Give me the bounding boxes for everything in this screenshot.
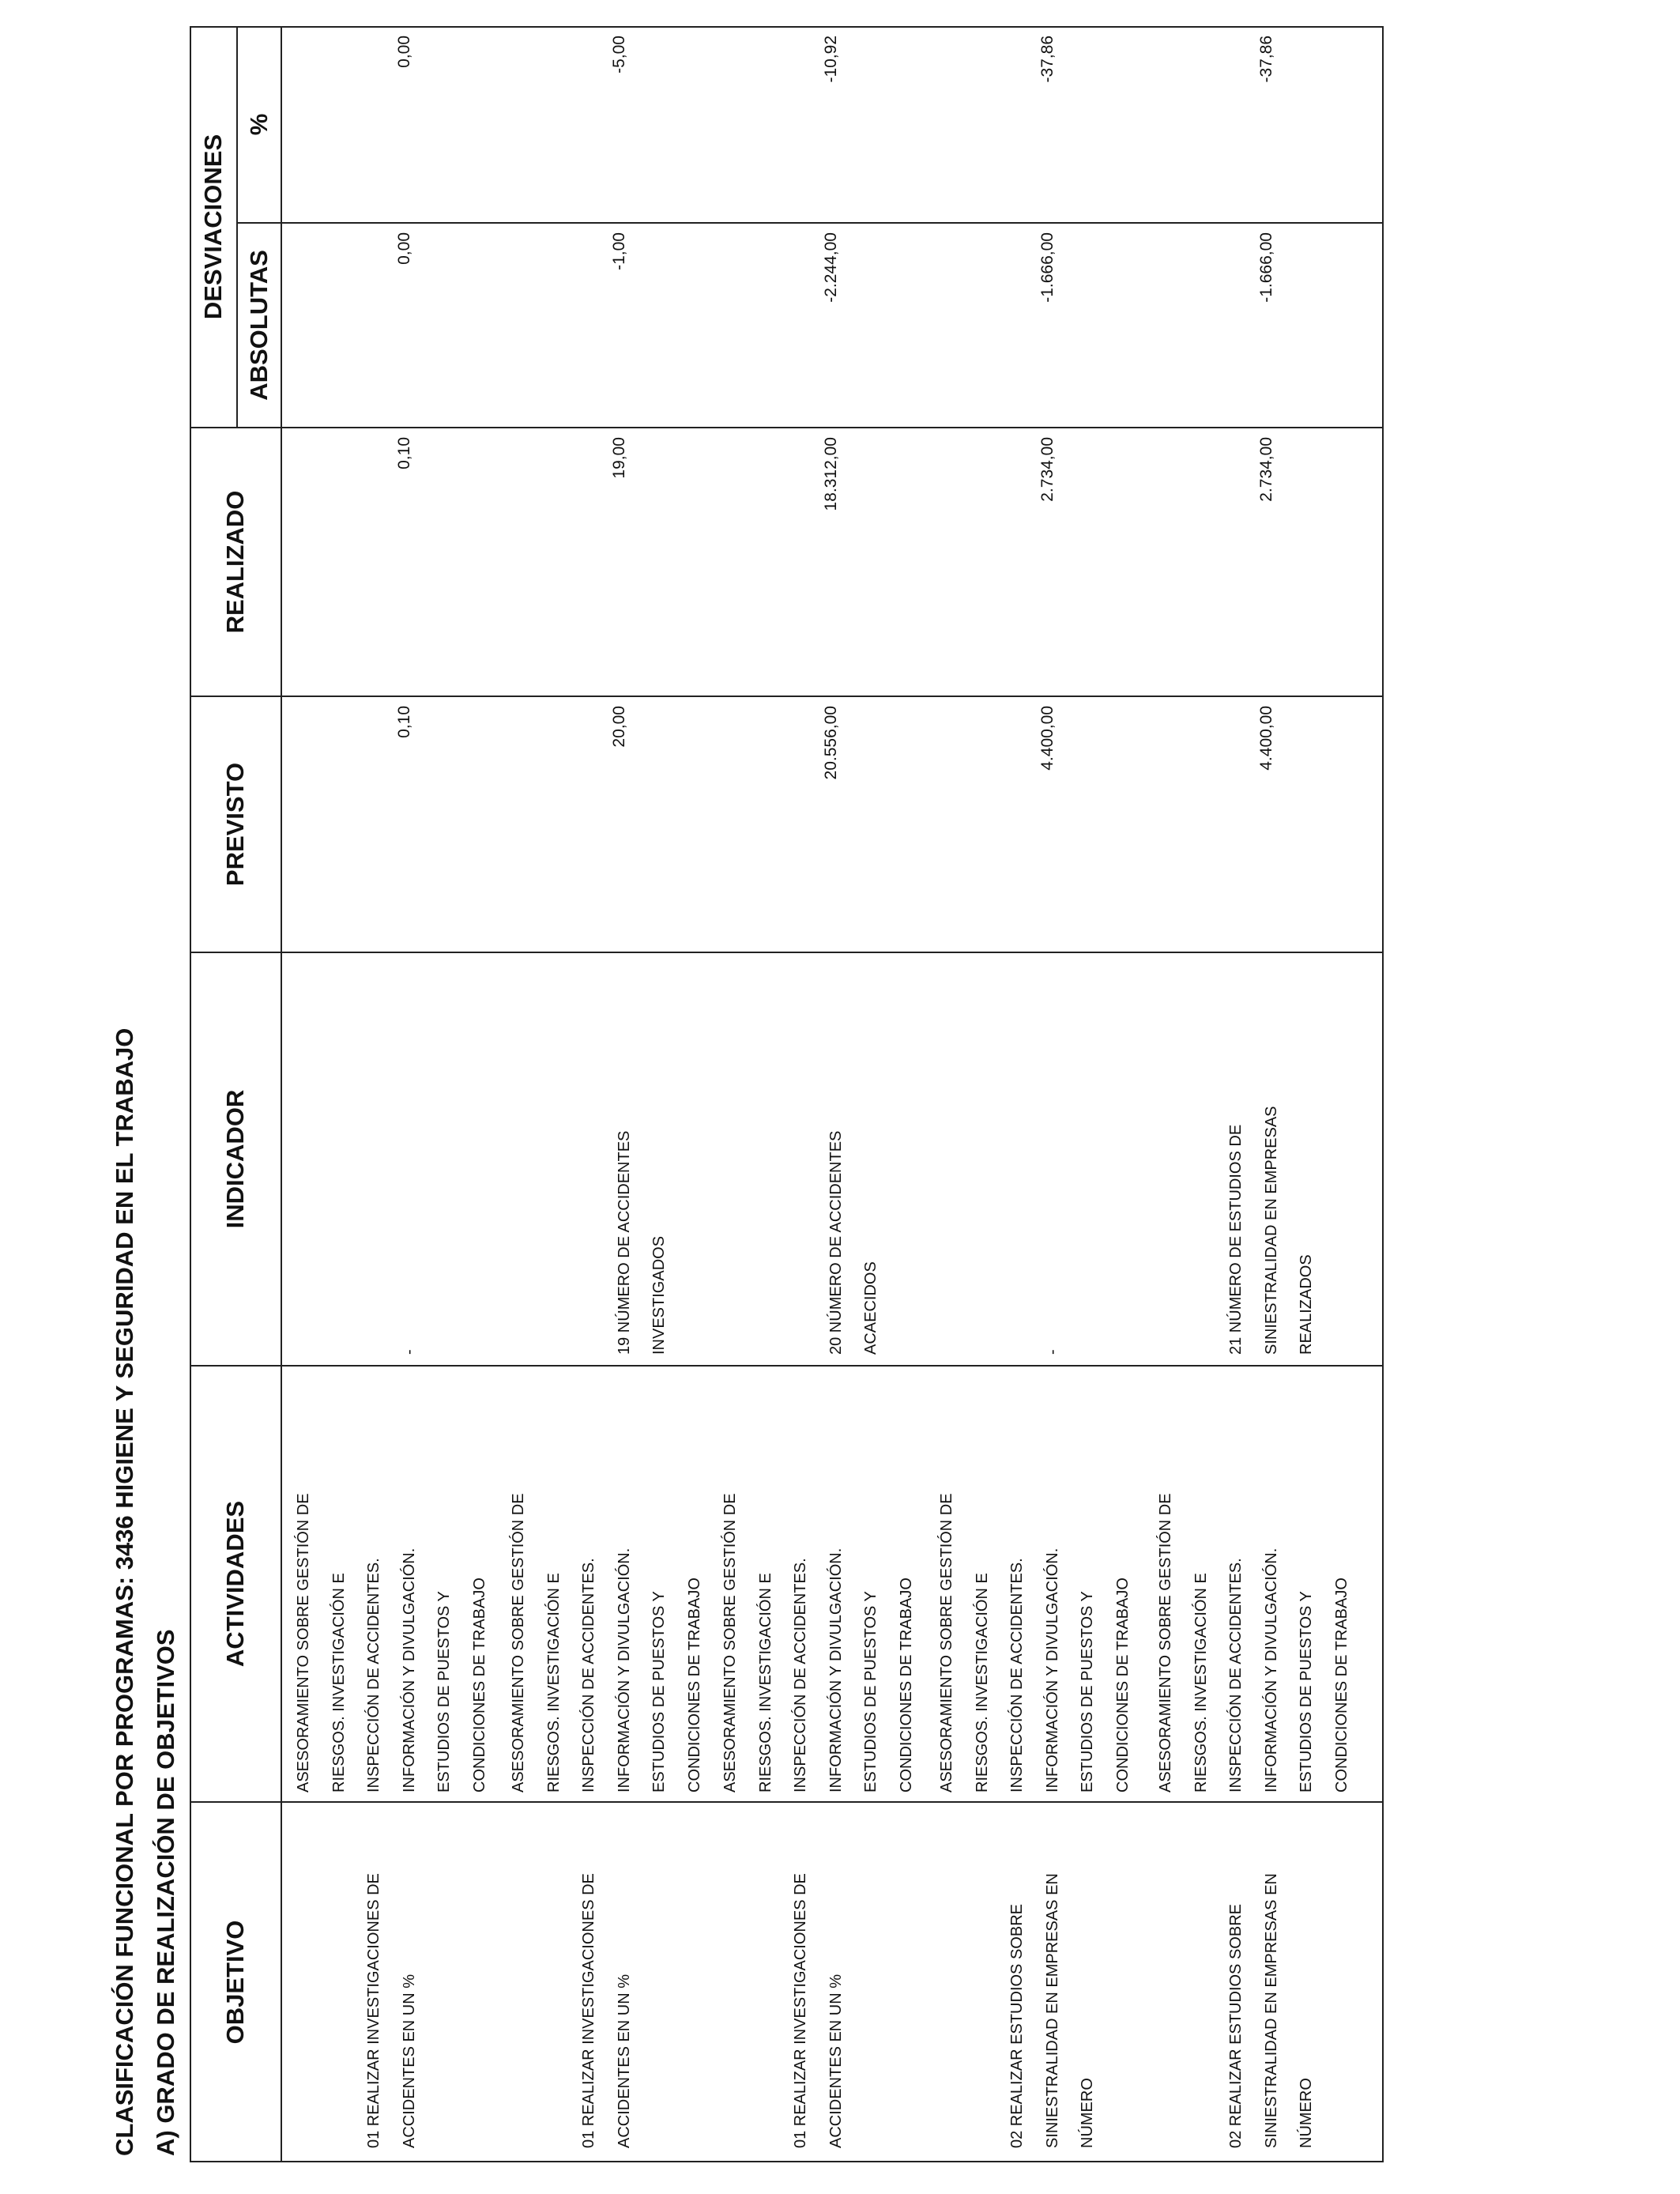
objective-line: 01 REALIZAR INVESTIGACIONES DE bbox=[792, 1873, 809, 2148]
realizado-value: 2.734,00 bbox=[1038, 437, 1057, 502]
indicator-cell bbox=[607, 959, 677, 1355]
objective-line: 02 REALIZAR ESTUDIOS SOBRE bbox=[1008, 1904, 1026, 2148]
activity-line: CONDICIONES DE TRABAJO bbox=[470, 1578, 488, 1793]
activity-line: INFORMACIÓN Y DIVULGACIÓN. bbox=[827, 1547, 845, 1793]
previsto-value: 4.400,00 bbox=[1256, 706, 1275, 771]
objective-line: NÚMERO bbox=[1298, 2078, 1315, 2148]
activity-line: INSPECCIÓN DE ACCIDENTES. bbox=[1008, 1558, 1026, 1793]
desviacion-porcentaje-value: -37,86 bbox=[1256, 36, 1275, 83]
activity-line: ASESORAMIENTO SOBRE GESTIÓN DE bbox=[938, 1493, 955, 1793]
activity-cell bbox=[929, 1372, 1140, 1793]
desviacion-absoluta-value: -1,00 bbox=[609, 232, 628, 270]
activity-line: ESTUDIOS DE PUESTOS Y bbox=[1298, 1591, 1315, 1793]
header-desviaciones: DESVIACIONES bbox=[199, 134, 227, 320]
activity-line: ESTUDIOS DE PUESTOS Y bbox=[650, 1591, 668, 1793]
objective-line: NÚMERO bbox=[1079, 2078, 1096, 2148]
previsto-value: 0,10 bbox=[394, 706, 413, 738]
activity-line: ASESORAMIENTO SOBRE GESTIÓN DE bbox=[721, 1493, 739, 1793]
objective-line: SINIESTRALIDAD EN EMPRESAS EN bbox=[1262, 1873, 1280, 2148]
objective-line: 01 REALIZAR INVESTIGACIONES DE bbox=[580, 1873, 597, 2148]
indicator-line: INVESTIGADOS bbox=[650, 1235, 668, 1355]
activity-line: INFORMACIÓN Y DIVULGACIÓN. bbox=[615, 1547, 633, 1793]
objective-line: SINIESTRALIDAD EN EMPRESAS EN bbox=[1043, 1873, 1061, 2148]
realizado-value: 0,10 bbox=[394, 437, 413, 469]
column-divider bbox=[190, 952, 1384, 953]
desviacion-porcentaje-value: -37,86 bbox=[1038, 36, 1057, 83]
previsto-value: 4.400,00 bbox=[1038, 706, 1057, 771]
desviacion-absoluta-value: -1.666,00 bbox=[1038, 232, 1057, 303]
indicator-cell bbox=[1219, 959, 1324, 1355]
objective-line: ACCIDENTES EN UN % bbox=[615, 1973, 633, 2148]
indicator-line: SINIESTRALIDAD EN EMPRESAS bbox=[1262, 1106, 1280, 1355]
activity-line: RIESGOS. INVESTIGACIÓN E bbox=[330, 1573, 348, 1793]
indicator-dash: - bbox=[400, 1349, 418, 1355]
activity-line: RIESGOS. INVESTIGACIÓN E bbox=[544, 1573, 563, 1793]
activity-cell bbox=[1148, 1372, 1359, 1793]
desviacion-absoluta-value: 0,00 bbox=[394, 232, 413, 265]
previsto-value: 20.556,00 bbox=[821, 706, 840, 780]
realizado-value: 19,00 bbox=[609, 437, 628, 479]
report-title: CLASIFICACIÓN FUNCIONAL POR PROGRAMAS: 3436 HIGIENE Y SEGURIDAD EN EL TRABAJO bbox=[111, 1027, 138, 2156]
desviacion-absoluta-value: -2.244,00 bbox=[821, 232, 840, 303]
header-porcentaje: % bbox=[245, 113, 273, 136]
desviacion-absoluta-value: -1.666,00 bbox=[1256, 232, 1275, 303]
section-title: A) GRADO DE REALIZACIÓN DE OBJETIVOS bbox=[152, 1629, 179, 2156]
objective-line: ACCIDENTES EN UN % bbox=[400, 1973, 418, 2148]
column-divider bbox=[190, 1365, 1384, 1367]
activity-line: ASESORAMIENTO SOBRE GESTIÓN DE bbox=[295, 1493, 312, 1793]
objective-cell bbox=[356, 1807, 427, 2148]
activity-line: ESTUDIOS DE PUESTOS Y bbox=[1079, 1591, 1096, 1793]
indicator-cell bbox=[1035, 959, 1071, 1355]
activity-line: ASESORAMIENTO SOBRE GESTIÓN DE bbox=[1157, 1493, 1174, 1793]
activity-line: INFORMACIÓN Y DIVULGACIÓN. bbox=[400, 1547, 418, 1793]
column-divider bbox=[190, 427, 1384, 428]
indicator-line: 20 NÚMERO DE ACCIDENTES bbox=[827, 1130, 845, 1355]
realizado-value: 18.312,00 bbox=[821, 437, 840, 511]
header-objetivo: OBJETIVO bbox=[221, 1920, 249, 2045]
indicator-line: REALIZADOS bbox=[1298, 1254, 1315, 1355]
indicator-line: ACAECIDOS bbox=[862, 1261, 880, 1355]
header-absolutas: ABSOLUTAS bbox=[245, 250, 273, 401]
indicator-cell bbox=[819, 959, 889, 1355]
objective-cell bbox=[571, 1807, 642, 2148]
activity-line: INSPECCIÓN DE ACCIDENTES. bbox=[365, 1558, 382, 1793]
indicator-line: 21 NÚMERO DE ESTUDIOS DE bbox=[1227, 1124, 1245, 1355]
activity-line: CONDICIONES DE TRABAJO bbox=[1113, 1578, 1132, 1793]
objective-cell bbox=[1000, 1807, 1106, 2148]
objective-line: ACCIDENTES EN UN % bbox=[827, 1973, 845, 2148]
indicator-line: 19 NÚMERO DE ACCIDENTES bbox=[615, 1130, 633, 1355]
activity-cell bbox=[286, 1372, 497, 1793]
activity-line: INFORMACIÓN Y DIVULGACIÓN. bbox=[1043, 1547, 1061, 1793]
activity-line: INSPECCIÓN DE ACCIDENTES. bbox=[1227, 1558, 1245, 1793]
header-indicador: INDICADOR bbox=[221, 1089, 249, 1229]
objective-cell bbox=[1219, 1807, 1324, 2148]
activity-cell bbox=[501, 1372, 712, 1793]
objective-line: 01 REALIZAR INVESTIGACIONES DE bbox=[365, 1873, 382, 2148]
indicator-cell bbox=[392, 959, 428, 1355]
objective-cell bbox=[783, 1807, 853, 2148]
activity-line: CONDICIONES DE TRABAJO bbox=[685, 1578, 703, 1793]
header-previsto: PREVISTO bbox=[221, 762, 249, 887]
activity-line: ESTUDIOS DE PUESTOS Y bbox=[862, 1591, 880, 1793]
activity-line: RIESGOS. INVESTIGACIÓN E bbox=[1192, 1573, 1210, 1793]
realizado-value: 2.734,00 bbox=[1256, 437, 1275, 502]
activity-line: CONDICIONES DE TRABAJO bbox=[1332, 1578, 1350, 1793]
column-divider bbox=[190, 1801, 1384, 1803]
activity-line: RIESGOS. INVESTIGACIÓN E bbox=[973, 1573, 991, 1793]
activity-line: INSPECCIÓN DE ACCIDENTES. bbox=[580, 1558, 597, 1793]
activity-line: INSPECCIÓN DE ACCIDENTES. bbox=[792, 1558, 809, 1793]
activity-line: RIESGOS. INVESTIGACIÓN E bbox=[756, 1573, 774, 1793]
header-realizado: REALIZADO bbox=[221, 490, 249, 634]
activity-line: ESTUDIOS DE PUESTOS Y bbox=[435, 1591, 453, 1793]
desviacion-porcentaje-value: 0,00 bbox=[394, 36, 413, 68]
indicator-dash: - bbox=[1043, 1349, 1061, 1355]
activity-cell bbox=[713, 1372, 924, 1793]
activity-line: CONDICIONES DE TRABAJO bbox=[897, 1578, 915, 1793]
column-divider bbox=[190, 696, 1384, 697]
desviacion-porcentaje-value: -5,00 bbox=[609, 36, 628, 74]
column-divider bbox=[237, 222, 1384, 224]
desviacion-porcentaje-value: -10,92 bbox=[821, 36, 840, 83]
activity-line: INFORMACIÓN Y DIVULGACIÓN. bbox=[1262, 1547, 1280, 1793]
previsto-value: 20,00 bbox=[609, 706, 628, 748]
activity-line: ASESORAMIENTO SOBRE GESTIÓN DE bbox=[510, 1493, 527, 1793]
objective-line: 02 REALIZAR ESTUDIOS SOBRE bbox=[1227, 1904, 1245, 2148]
header-actividades: ACTIVIDADES bbox=[221, 1500, 249, 1668]
